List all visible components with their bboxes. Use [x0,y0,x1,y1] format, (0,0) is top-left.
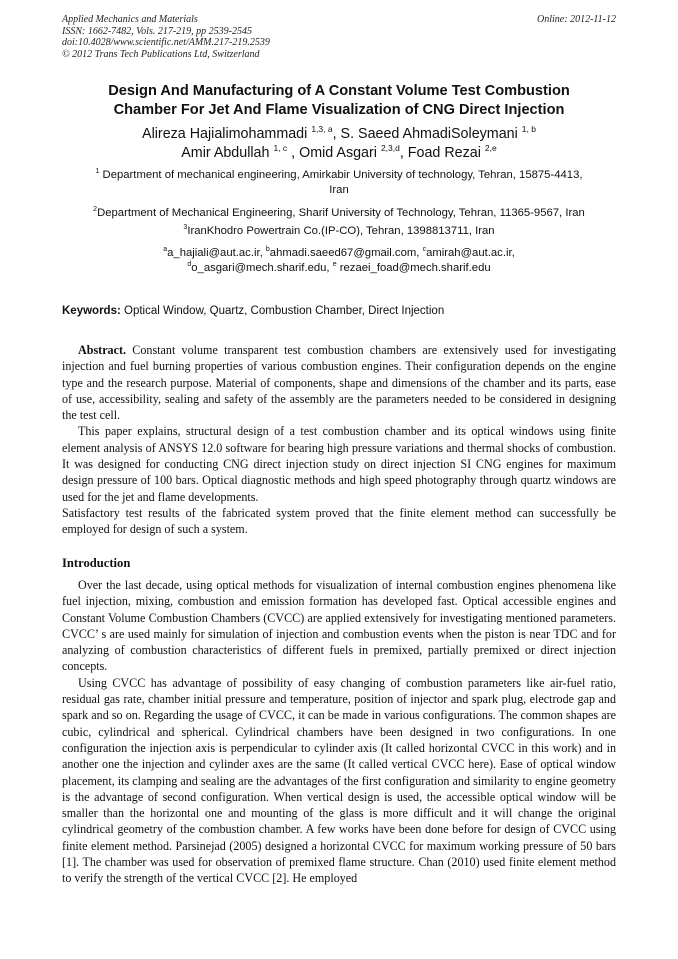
issn-line: ISSN: 1662-7482, Vols. 217-219, pp 2539-2545 [62,25,252,37]
author-name: Amir Abdullah [181,145,270,161]
affiliation-text: Iran [329,184,349,196]
email-link[interactable]: a_hajiali@aut.ac.ir, [167,247,263,259]
author-line-1: Alireza Hajialimohammadi $^{1,3, a}$, S. Saeed AhmadiSoleymani $^{1, b}$ [142,124,536,142]
affiliation-number: 3 [183,224,188,231]
email-list: $^a$a_hajiali@aut.ac.ir, $^b$ahmadi.saeed67@gmail.com, $^c$amirah@aut.ac.ir, $^d$o_asgari@mech.sharif.edu, $^e$ rezaei_foad@mech.sharif.edu [163,246,515,274]
affiliation-number: 2 [93,206,98,213]
author-name: Alireza Hajialimohammadi [142,126,308,142]
abstract-paragraph: This paper explains, structural design of a test combustion chamber and its optical windows using finite element analysis of ANSYS 12.0 software for bearing high pressure variations and thermal shocks of combustion. It was designed for conducting CNG direct injection study on direct injection SI CNG engines for maximum design pressure of 100 bars. Optical diagnostic methods and high speed photography through quartz windows are used for the jet and flame developments. [62,424,616,504]
title-line-1: Design And Manufacturing of A Constant Volume Test Combustion [108,83,570,99]
abstract-label: Abstract. [78,343,127,357]
online-date: Online: 2012-11-12 [537,14,616,25]
author-affiliation-marker: 2,e [484,143,497,153]
author-affiliation-marker: 1,3, a [311,124,333,134]
keywords-text: Optical Window, Quartz, Combustion Chamber, Direct Injection [124,305,445,317]
introduction-body [62,577,616,887]
copyright-line: © 2012 Trans Tech Publications Ltd, Switzerland [62,48,260,60]
email-link[interactable]: ahmadi.saeed67@gmail.com, [269,247,420,259]
author-affiliation-marker: 2,3,d [380,143,400,153]
email-link[interactable]: amirah@aut.ac.ir, [426,247,515,259]
author-affiliation-marker: 1, b [521,124,536,134]
affiliation-text: IranKhodro Powertrain Co.(IP-CO), Tehran, 1398813711, Iran [187,225,495,237]
author-name: Foad Rezai [407,145,481,161]
doi-line: doi:10.4028/www.scientific.net/AMM.217-219.2539 [62,37,270,48]
abstract-paragraph: Abstract. Constant volume transparent test combustion chambers are extensively used for investigating injection and fuel burning properties of various combustion engines. Their configuration depends on the engine type and the research purpose. Material of components, shape and dimensions of the chamber and its parts, ease of use, accessibility, sealing and safety of the assembly are the parameters needed to be considered in designing the test cell. [62,343,617,423]
section-heading: Introduction [62,556,131,570]
abstract [62,342,616,538]
affiliation-1 [62,168,616,198]
paper-title [62,82,616,120]
author-name: S. Saeed AhmadiSoleymani [340,126,518,142]
keywords [62,304,616,319]
affiliation-number: 1 [95,168,100,175]
body-paragraph: Over the last decade, using optical methods for visualization of internal combustion engines phenomena like fuel injection, mixing, combustion and emission formation has developed fast. Optical accessible engines and Constant Volume Combustion Chambers (CVCC) are applied extensively for investigating mentioned parameters. CVCC’ s are used mainly for simulation of injection and combustion events when the piston is near TDC and for analyzing of combustion characteristics of different fuels in premixed, partially premixed or direct injection concepts. [62,578,616,674]
author-list [62,125,616,163]
email-link[interactable]: rezaei_foad@mech.sharif.edu [339,262,491,274]
keywords-label: Keywords: [62,305,121,317]
affiliation-3 [62,224,616,239]
affiliation-text: Department of Mechanical Engineering, Sharif University of Technology, Tehran, 11365-9567, Iran [97,207,585,219]
author-name: Omid Asgari [299,145,377,161]
journal-header [62,14,616,60]
affiliation-text: Department of mechanical engineering, Amirkabir University of technology, Tehran, 15875-4413, [102,169,583,181]
author-affiliation-marker: 1, c [273,143,288,153]
abstract-paragraph: Satisfactory test results of the fabricated system proved that the finite element method can successfully be employed for design of such a system. [62,505,616,537]
title-line-2: Chamber For Jet And Flame Visualization of CNG Direct Injection [113,102,565,118]
journal-name: Applied Mechanics and Materials [62,14,198,25]
body-paragraph: Using CVCC has advantage of possibility of easy changing of combustion parameters like air-fuel ratio, residual gas rate, chamber initial pressure and temperature, position of injector and spark plug, electrode gap and spark and so on. Regarding the usage of CVCC, it can be made in various configurations. The common shapes are cubic, cylindrical and spherical. Cylindrical chambers have been designed in two configurations. In one configuration the injection axis is perpendicular to cylinder axis (It called horizontal CVCC in this work) and in another one the injection and cylinder axes are the same (It called vertical CVCC here). Ease of optical window placement, its clamping and sealing are the advantages of the first configuration and similarity to engine geometry is the advantage of second configuration. When vertical design is used, the accessible optical window will be smaller than the horizontal one and mounting of the glass is more difficult and it will change the original cylindrical geometry of the combustion chamber. A few works have been done before for design of CVCC using finite element method. Parsinejad (2005) designed a horizontal CVCC for maximum working pressure of 50 bars [1]. The chamber was used for observation of premixed flame structure. Chan (2010) used finite element method to verify the strength of the vertical CVCC [2]. He employed [62,675,616,886]
email-link[interactable]: o_asgari@mech.sharif.edu, [191,262,330,274]
affiliation-2 [62,206,616,221]
author-line-2: Amir Abdullah $^{1, c}$ , Omid Asgari $^{2,3,d}$, Foad Rezai $^{2,e}$ [181,143,497,161]
